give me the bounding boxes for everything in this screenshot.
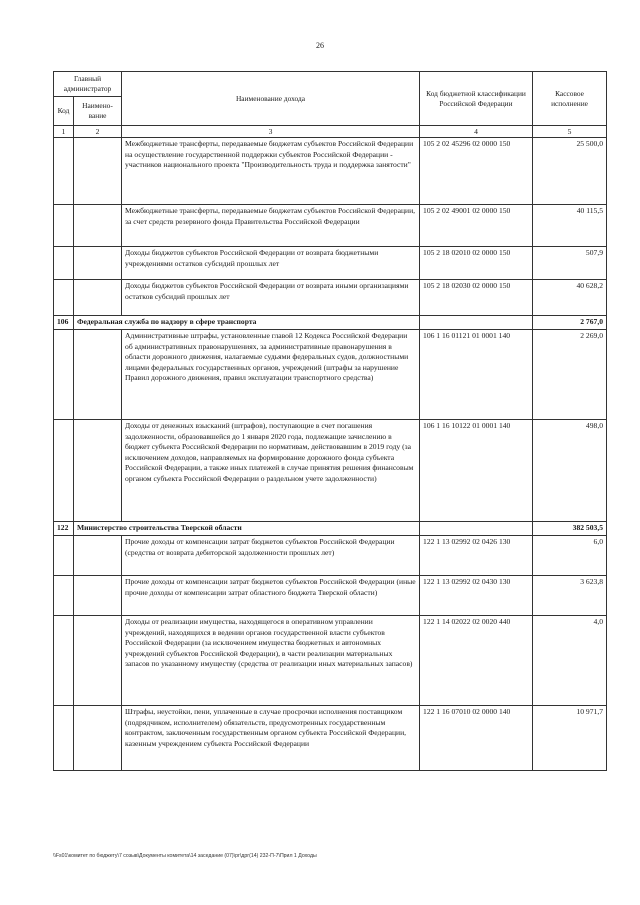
- admin-code-cell: [54, 536, 74, 576]
- admin-code-cell: [54, 247, 74, 280]
- admin-name-cell: Министерство строительства Тверской области: [74, 522, 420, 536]
- income-name-cell: Межбюджетные трансферты, передаваемые бюджетам субъектов Российской Федерации, за счет средств резервного фонда Правительства Российской Федерации: [122, 205, 420, 247]
- budget-code-cell: 105 2 18 02010 02 0000 150: [420, 247, 533, 280]
- amount-cell: 2 269,0: [533, 330, 607, 420]
- income-name-cell: Доходы бюджетов субъектов Российской Федерации от возврата иными организациями остатков субсидий прошлых лет: [122, 280, 420, 316]
- admin-name-cell: [74, 205, 122, 247]
- revenue-table: [53, 71, 607, 771]
- cash-execution-header: Кассовое исполнение: [533, 72, 607, 126]
- file-path-footer: \\Fs01\комитет по бюджету\7 созыв\Документы комитета\14 заседание (07)\рг\дрг(14) 232-П-7\Прил 1 Доходы: [53, 853, 317, 859]
- budget-code-cell: 105 2 02 49001 02 0000 150: [420, 205, 533, 247]
- admin-code-cell: [54, 576, 74, 616]
- admin-name-cell: Федеральная служба по надзору в сфере транспорта: [74, 316, 420, 330]
- income-name-cell: Доходы от реализации имущества, находящегося в оперативном управлении учреждений, находящихся в ведении органов государственной власти субъектов Российской Федерации (за исключением имущества бюджетных и автономных учреждений субъектов Российской Федерации), в части реализации материальных запасов по указанному имуществу (средства от реализации иных материальных запасов): [122, 616, 420, 706]
- admin-code-cell: [54, 280, 74, 316]
- amount-cell: 3 623,8: [533, 576, 607, 616]
- table-row: [54, 616, 607, 706]
- table-row: [54, 138, 607, 205]
- admin-name-cell: [74, 420, 122, 522]
- admin-name-cell: [74, 330, 122, 420]
- admin-code-cell: [54, 706, 74, 771]
- budget-code-cell: [420, 316, 533, 330]
- table-row: [54, 576, 607, 616]
- table-row: [54, 536, 607, 576]
- budget-code-cell: 122 1 13 02992 02 0426 130: [420, 536, 533, 576]
- amount-cell: 382 503,5: [533, 522, 607, 536]
- budget-code-cell: 106 1 16 10122 01 0001 140: [420, 420, 533, 522]
- income-name-header: Наименование дохода: [122, 72, 420, 126]
- table-row: [54, 420, 607, 522]
- budget-code-cell: 105 2 02 45296 02 0000 150: [420, 138, 533, 205]
- admin-name-cell: [74, 706, 122, 771]
- budget-code-cell: 122 1 16 07010 02 0000 140: [420, 706, 533, 771]
- page-number: 26: [316, 41, 324, 50]
- table-row: [54, 330, 607, 420]
- column-number: 1: [54, 126, 74, 138]
- amount-cell: 25 500,0: [533, 138, 607, 205]
- table-row: [54, 205, 607, 247]
- admin-name-cell: [74, 536, 122, 576]
- income-name-cell: Прочие доходы от компенсации затрат бюджетов субъектов Российской Федерации (иные прочие доходы от компенсации затрат областного бюджета Тверской области): [122, 576, 420, 616]
- income-name-cell: Административные штрафы, установленные главой 12 Кодекса Российской Федерации об административных правонарушениях, за административные правонарушения в области дорожного движения, налагаемые судьями федеральных судов, должностными лицами федеральных государственных органов, учреждений (штрафы за нарушение Правил дорожного движения, правил эксплуатации транспортного средства): [122, 330, 420, 420]
- admin-name-cell: [74, 576, 122, 616]
- admin-code-cell: 122: [54, 522, 74, 536]
- income-name-cell: Межбюджетные трансферты, передаваемые бюджетам субъектов Российской Федерации на осуществление государственной поддержки субъектов Российской Федерации - участников национального проекта "Производительность труда и поддержка занятости": [122, 138, 420, 205]
- amount-cell: 507,9: [533, 247, 607, 280]
- income-name-cell: Доходы от денежных взысканий (штрафов), поступающие в счет погашения задолженности, образовавшейся до 1 января 2020 года, подлежащие зачислению в бюджет субъекта Российской Федерации по нормативам, действовавшим в 2019 году (за исключением доходов, направляемых на формирование дорожного фонда субъекта Российской Федерации, а также иных платежей в случае принятия решения финансовым органом субъекта Российской Федерации о раздельном учете задолженности): [122, 420, 420, 522]
- amount-cell: 40 628,2: [533, 280, 607, 316]
- amount-cell: 2 767,0: [533, 316, 607, 330]
- admin-name-cell: [74, 616, 122, 706]
- admin-code-cell: [54, 420, 74, 522]
- budget-code-cell: 122 1 14 02022 02 0020 440: [420, 616, 533, 706]
- admin-name-cell: [74, 247, 122, 280]
- admin-name-cell: [74, 280, 122, 316]
- income-name-cell: Прочие доходы от компенсации затрат бюджетов субъектов Российской Федерации (средства от возврата дебиторской задолженности прошлых лет): [122, 536, 420, 576]
- column-number: 3: [122, 126, 420, 138]
- column-number: 2: [74, 126, 122, 138]
- budget-code-cell: 105 2 18 02030 02 0000 150: [420, 280, 533, 316]
- admin-name-cell: [74, 138, 122, 205]
- admin-code-cell: 106: [54, 316, 74, 330]
- section-row: [54, 522, 607, 536]
- column-number: 4: [420, 126, 533, 138]
- income-name-cell: Штрафы, неустойки, пени, уплаченные в случае просрочки исполнения поставщиком (подрядчиком, исполнителем) обязательств, предусмотренных государственным контрактом, заключенным государственным органом субъекта Российской Федерации, казенным учреждением субъекта Российской Федерации: [122, 706, 420, 771]
- amount-cell: 10 971,7: [533, 706, 607, 771]
- budget-code-cell: 106 1 16 01121 01 0001 140: [420, 330, 533, 420]
- table-row: [54, 706, 607, 771]
- column-number: 5: [533, 126, 607, 138]
- table-row: [54, 280, 607, 316]
- amount-cell: 40 115,5: [533, 205, 607, 247]
- budget-code-cell: 122 1 13 02992 02 0430 130: [420, 576, 533, 616]
- amount-cell: 498,0: [533, 420, 607, 522]
- budget-code-header: Код бюджетной классификации Российской Федерации: [420, 72, 533, 126]
- name-short-header: Наимено-вание: [74, 97, 122, 126]
- admin-code-cell: [54, 205, 74, 247]
- income-name-cell: Доходы бюджетов субъектов Российской Федерации от возврата бюджетными учреждениями остатков субсидий прошлых лет: [122, 247, 420, 280]
- admin-code-cell: [54, 330, 74, 420]
- admin-code-cell: [54, 616, 74, 706]
- admin-code-cell: [54, 138, 74, 205]
- amount-cell: 4,0: [533, 616, 607, 706]
- section-row: [54, 316, 607, 330]
- code-header: Код: [54, 97, 74, 126]
- table-row: [54, 247, 607, 280]
- main-admin-header: Главный администратор: [54, 72, 122, 97]
- amount-cell: 6,0: [533, 536, 607, 576]
- budget-code-cell: [420, 522, 533, 536]
